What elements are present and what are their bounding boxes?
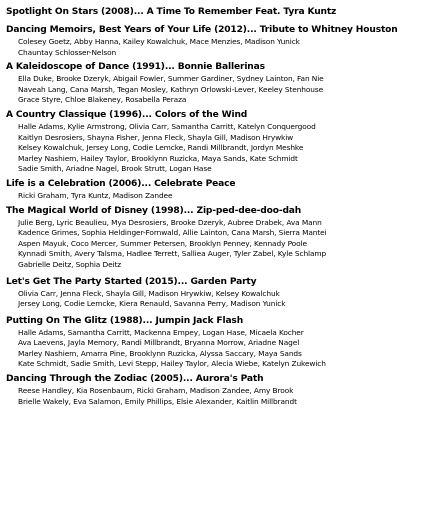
dancer-names-line: Halle Adams, Samantha Carritt, Mackenna Empey, Logan Hase, Micaela Kocher (18, 327, 304, 337)
dancer-names-line: Julie Berg, Lyric Beaulieu, Mya Desrosiers, Brooke Dzeryk, Aubree Drabek, Ava Mann (18, 217, 322, 227)
section-title: Life is a Celebration (2006)... Celebrate Peace (6, 178, 236, 189)
dancer-names-line: Sadie Smith, Ariadne Nagel, Brook Strutt, Logan Hase (18, 164, 212, 174)
dancer-names-line: Reese Handley, Kia Rosenbaum, Ricki Graham, Madison Zandee, Amy Brook (18, 386, 294, 396)
program-section (6, 61, 421, 106)
dancer-names-line: Colesey Goetz, Abby Hanna, Kailey Kowalchuk, Mace Menzies, Madison Yunick (18, 37, 300, 46)
dancer-names-line: Grace Styre, Chloe Blakeney, Rosabella Peraza (18, 95, 187, 105)
dancer-names-line: Chauntay Schlosser-Nelson (18, 47, 117, 57)
program-section (6, 6, 421, 19)
dancer-names-line: Aspen Mayuk, Coco Mercer, Summer Petersen, Brooklyn Penney, Kennady Poole (18, 238, 307, 248)
dancer-names-line: Kelsey Kowalchuk, Jersey Long, Codie Lemcke, Randi Millbrandt, Jordyn Meshke (18, 143, 304, 153)
dancer-names-line: Ava Laevens, Jayla Memory, Randi Millbrandt, Bryanna Morrow, Ariadne Nagel (18, 338, 300, 348)
dancer-names-line: Naveah Lang, Cana Marsh, Tegan Mosley, Kathryn Orlowski-Lever, Keeley Stenhouse (18, 84, 324, 94)
section-title: A Kaleidoscope of Dance (1991)... Bonnie Ballerinas (6, 62, 265, 73)
program-section (6, 178, 421, 202)
section-title: Putting On The Glitz (1988)... Jumpin Jack Flash (6, 315, 244, 326)
dancer-names-line: Halle Adams, Kylie Armstrong, Olivia Carr, Samantha Carritt, Katelyn Conquergood (18, 121, 316, 131)
dancer-names-line: Ella Duke, Brooke Dzeryk, Abigail Fowler, Summer Gardiner, Sydney Lainton, Fan Nie (18, 74, 324, 84)
dancer-names-line: Kynnadi Smith, Avery Talsma, Hadlee Terrett, Salliea Auger, Tyler Zabel, Kyle Schlamp (18, 249, 327, 259)
program-section (6, 205, 421, 271)
program-section (6, 276, 421, 310)
section-title: A Country Classique (1996)... Colors of the Wind (6, 109, 248, 120)
dancer-names-line: Olivia Carr, Jenna Fleck, Shayla Gill, Madison Hrywkiw, Kelsey Kowalchuk (18, 288, 280, 298)
dancer-names-line: Marley Nashiem, Amarra Pine, Brooklynn Ruzicka, Alyssa Saccary, Maya Sands (18, 348, 302, 358)
dancer-names-line: Marley Nashiem, Hailey Taylor, Brooklynn Ruzicka, Maya Sands, Kate Schmidt (18, 153, 298, 163)
section-title: Let's Get The Party Started (2015)... Garden Party (6, 276, 257, 287)
dancer-names-line: Kadence Grimes, Sophia Heldinger-Fornwald, Allie Lainton, Cana Marsh, Sierra Mantei (18, 228, 327, 238)
section-title: The Magical World of Disney (1998)... Zip-ped-dee-doo-dah (6, 205, 302, 216)
program-section (6, 373, 421, 407)
dancer-names-line: Jersey Long, Codie Lemcke, Kiera Renauld, Savanna Perry, Madison Yunick (18, 299, 286, 309)
section-title: Dancing Through the Zodiac (2005)... Aurora's Path (6, 374, 264, 385)
dancer-names-line: Gabrielle Deitz, Sophia Deitz (18, 259, 122, 269)
section-title: Dancing Memoirs, Best Years of Your Life (2012)... Tribute to Whitney Houston (6, 25, 398, 35)
dancer-names-line: Brielle Wakely, Eva Salamon, Emily Phillips, Elsie Alexander, Kaitlin Millbrandt (18, 396, 297, 406)
program-section (6, 109, 421, 175)
section-title: Spotlight On Stars (2008)... A Time To Remember Feat. Tyra Kuntz (6, 7, 337, 17)
program-section (6, 24, 421, 58)
dancer-names-line: Ricki Graham, Tyra Kuntz, Madison Zandee (18, 190, 173, 200)
dancer-names-line: Kaitlyn Desrosiers, Shayna Fisher, Jenna Fleck, Shayla Gill, Madison Hrywkiw (18, 132, 294, 142)
program-section (6, 315, 421, 370)
dancer-names-line: Kate Schmidt, Sadie Smith, Levi Stepp, Hailey Taylor, Alecia Wiebe, Katelyn Zukewich (18, 359, 326, 369)
